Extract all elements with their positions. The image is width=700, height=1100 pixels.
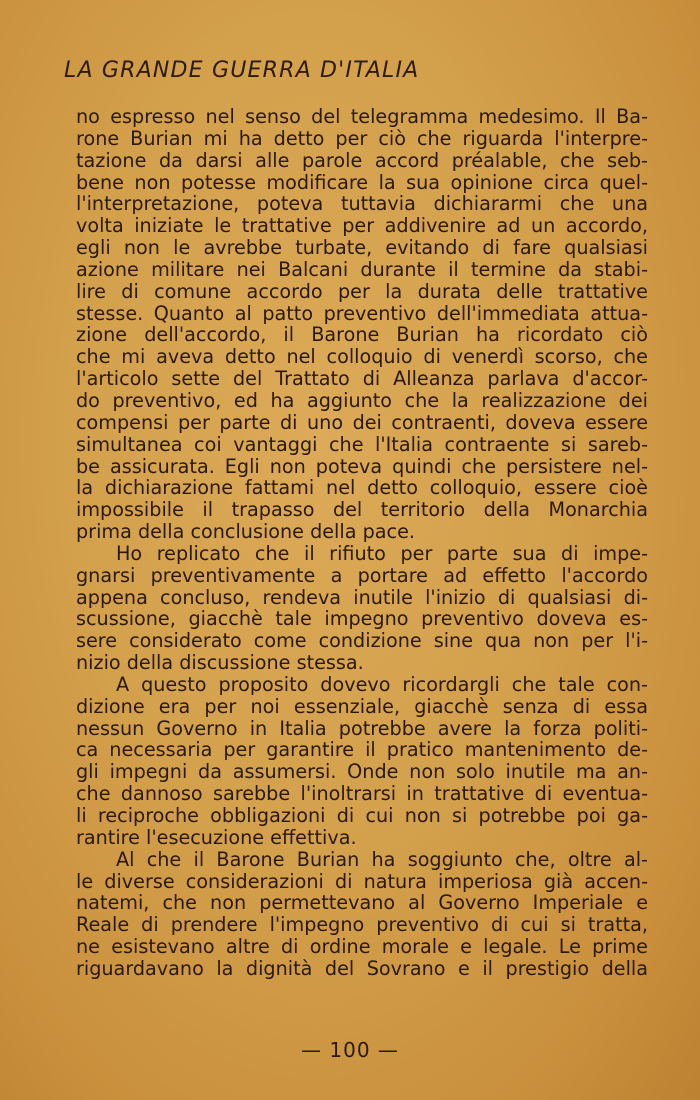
text-line: Al che il Barone Burian ha soggiunto che, oltre al- — [116, 848, 648, 871]
text-line: appena concluso, rendeva inutile l'inizio di qualsiasi di- — [76, 586, 648, 609]
text-line: li reciproche obbligazioni di cui non si potrebbe poi ga- — [76, 805, 648, 827]
text-line: natemi, che non permettevano al Governo Imperiale e — [76, 892, 648, 915]
text-line: prima della conclusione della pace. — [76, 521, 415, 543]
text-line: lire di comune accordo per la durata delle trattative — [76, 280, 648, 303]
text-line: egli non le avrebbe turbate, evitando di fare qualsiasi — [76, 237, 648, 259]
text-line: volta iniziate le trattative per addivenire ad un accordo, — [76, 215, 648, 238]
text-line: Ho replicato che il rifiuto per parte sua di impe- — [116, 542, 648, 565]
text-line: sere considerato come condizione sine qua non per l'i- — [76, 630, 648, 653]
text-line: do preventivo, ed ha aggiunto che la realizzazione dei — [76, 389, 648, 412]
body-text — [76, 106, 648, 980]
text-line: tazione da darsi alle parole accord préalable, che seb- — [76, 149, 648, 172]
text-line: nizio della discussione stessa. — [76, 652, 364, 674]
text-line: gli impegni da assumersi. Onde non solo inutile ma an- — [76, 761, 648, 784]
text-line: l'articolo sette del Trattato di Alleanza parlava d'accor- — [76, 368, 648, 390]
text-line: dizione era per noi essenziale, giacchè senza di essa — [76, 695, 648, 718]
text-line: che dannoso sarebbe l'inoltrarsi in trattative di eventua- — [76, 783, 648, 805]
text-line: A questo proposito dovevo ricordargli che tale con- — [116, 673, 648, 696]
text-line: gnarsi preventivamente a portare ad effetto l'accordo — [76, 564, 648, 587]
text-line: no espresso nel senso del telegramma medesimo. Il Ba- — [76, 106, 648, 128]
running-title: LA GRANDE GUERRA D'ITALIA — [64, 58, 420, 83]
text-line: rantire l'esecuzione effettiva. — [76, 826, 357, 849]
text-line: rone Burian mi ha detto per ciò che riguarda l'interpre- — [76, 127, 648, 150]
text-line: che mi aveva detto nel colloquio di venerdì scorso, che — [76, 346, 648, 369]
text-line: riguardavano la dignità del Sovrano e il prestigio della — [76, 957, 648, 980]
text-line: la dichiarazione fattami nel detto colloquio, essere cioè — [76, 477, 648, 500]
text-line: ca necessaria per garantire il pratico mantenimento de- — [76, 739, 648, 762]
page-number: — 100 — — [301, 1038, 399, 1062]
text-line: nessun Governo in Italia potrebbe avere la forza politi- — [76, 717, 648, 740]
text-line: azione militare nei Balcani durante il termine da stabi- — [76, 258, 648, 281]
text-line: le diverse considerazioni di natura imperiosa già accen- — [76, 870, 648, 893]
text-line: be assicurata. Egli non poteva quindi che persistere nel- — [76, 455, 648, 478]
text-line: zione dell'accordo, il Barone Burian ha ricordato ciò — [76, 324, 648, 347]
text-line: impossibile il trapasso del territorio della Monarchia — [76, 499, 648, 522]
text-line: stesse. Quanto al patto preventivo dell'immediata attua- — [76, 302, 648, 325]
text-line: l'interpretazione, poteva tuttavia dichiararmi che una — [76, 193, 648, 216]
text-line: compensi per parte di uno dei contraenti, doveva essere — [76, 411, 648, 434]
text-line: Reale di prendere l'impegno preventivo di cui si tratta, — [76, 914, 648, 937]
text-line: ne esistevano altre di ordine morale e legale. Le prime — [76, 936, 648, 958]
text-line: scussione, giacchè tale impegno preventivo doveva es- — [76, 608, 648, 631]
text-line: simultanea coi vantaggi che l'Italia contraente si sareb- — [76, 433, 648, 456]
text-line: bene non potesse modificare la sua opinione circa quel- — [76, 171, 648, 194]
